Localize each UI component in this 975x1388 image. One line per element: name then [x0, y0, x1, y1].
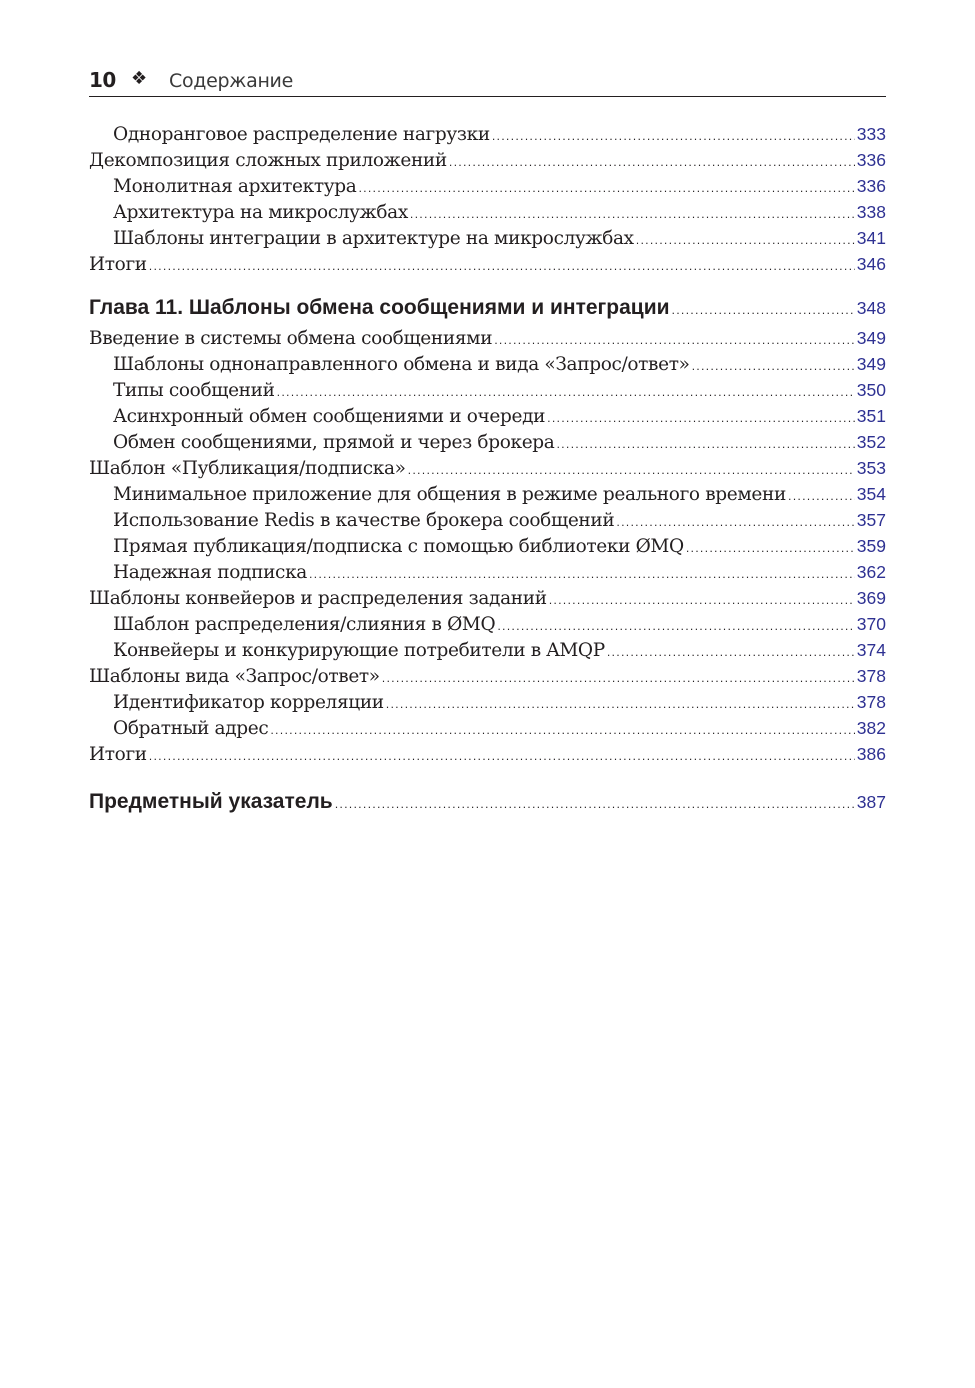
leader-dots [607, 646, 855, 659]
toc-entry-title: Шаблоны конвейеров и распределения заданий [89, 588, 547, 609]
toc-entry-page: 349 [856, 328, 886, 348]
leader-dots [547, 412, 855, 425]
toc-entry-title: Обмен сообщениями, прямой и через брокера [113, 432, 555, 453]
leader-dots [788, 490, 855, 503]
toc-entry-page: 350 [856, 380, 886, 400]
toc-entry[interactable] [89, 562, 886, 588]
toc-entry-page: 378 [856, 692, 886, 712]
toc-entry[interactable] [89, 124, 886, 150]
toc-entry-title: Идентификатор корреляции [113, 692, 384, 713]
toc-entry-title: Шаблоны интеграции в архитектуре на микрослужбах [113, 228, 634, 249]
toc-entry-title: Прямая публикация/подписка с помощью библиотеки ØMQ [113, 536, 684, 557]
leader-dots [672, 304, 855, 317]
toc-entry-title: Асинхронный обмен сообщениями и очереди [113, 406, 546, 427]
toc-entry[interactable] [89, 228, 886, 254]
toc-entry-title: Итоги [89, 744, 147, 765]
leader-dots [382, 672, 855, 685]
toc-chapter-entry[interactable] [89, 296, 886, 328]
toc-entry[interactable] [89, 176, 886, 202]
toc-entry[interactable] [89, 254, 886, 280]
chapter-page: 348 [856, 298, 886, 318]
toc-entry[interactable] [89, 718, 886, 744]
toc-entry-page: 352 [856, 432, 886, 452]
leader-dots [386, 698, 855, 711]
leader-dots [556, 438, 854, 451]
toc-entry-title: Типы сообщений [113, 380, 275, 401]
leader-dots [449, 156, 855, 169]
toc-entry-page: 370 [856, 614, 886, 634]
toc-entry-page: 341 [856, 228, 886, 248]
toc-entry-title: Введение в системы обмена сообщениями [89, 328, 493, 349]
leader-dots [497, 620, 854, 633]
toc-entry[interactable] [89, 432, 886, 458]
toc-entry-page: 336 [856, 176, 886, 196]
leader-dots [277, 386, 855, 399]
toc-entry[interactable] [89, 588, 886, 614]
toc-entry-page: 357 [856, 510, 886, 530]
leader-dots [335, 798, 855, 811]
toc-entry-page: 359 [856, 536, 886, 556]
toc-entry-title: Шаблон распределения/слияния в ØMQ [113, 614, 496, 635]
toc-entry-page: 362 [856, 562, 886, 582]
toc-entry-title: Монолитная архитектура [113, 176, 357, 197]
toc-entry-title: Использование Redis в качестве брокера сообщений [113, 510, 615, 531]
toc-entry-title: Декомпозиция сложных приложений [89, 150, 447, 171]
toc-entry[interactable] [89, 640, 886, 666]
toc-entry-page: 369 [856, 588, 886, 608]
toc-entry-title: Надежная подписка [113, 562, 307, 583]
leader-dots [358, 182, 854, 195]
page-number: 10 [89, 68, 116, 92]
toc-entry-title: Шаблоны вида «Запрос/ответ» [89, 666, 380, 687]
toc-entry-page: 346 [856, 254, 886, 274]
toc-entry-page: 374 [856, 640, 886, 660]
toc-entry[interactable] [89, 406, 886, 432]
toc-entry[interactable] [89, 354, 886, 380]
running-header-title: Содержание [169, 70, 293, 92]
toc-entry-title: Итоги [89, 254, 147, 275]
leader-dots [270, 724, 854, 737]
toc-entry[interactable] [89, 202, 886, 228]
leader-dots [692, 360, 855, 373]
toc-entry[interactable] [89, 614, 886, 640]
leader-dots [492, 130, 855, 143]
toc-entry[interactable] [89, 744, 886, 770]
index-page: 387 [856, 792, 886, 812]
toc-entry[interactable] [89, 692, 886, 718]
toc-entry-title: Шаблоны однонаправленного обмена и вида «Запрос/ответ» [113, 354, 690, 375]
leader-dots [636, 234, 855, 247]
toc-entry[interactable] [89, 536, 886, 562]
toc-entry-title: Конвейеры и конкурирующие потребители в AMQP [113, 640, 605, 661]
toc-entry[interactable] [89, 328, 886, 354]
table-of-contents [89, 124, 886, 822]
leader-dots [309, 568, 855, 581]
chapter-title: Глава 11. Шаблоны обмена сообщениями и интеграции [89, 296, 670, 319]
toc-entry-page: 386 [856, 744, 886, 764]
leader-dots [149, 750, 855, 763]
toc-entry-page: 349 [856, 354, 886, 374]
leader-dots [408, 464, 855, 477]
toc-entry-page: 382 [856, 718, 886, 738]
leader-dots [149, 260, 855, 273]
diamond-ornament-icon: ❖ [131, 68, 148, 89]
toc-entry-page: 354 [856, 484, 886, 504]
toc-entry-page: 378 [856, 666, 886, 686]
toc-entry[interactable] [89, 458, 886, 484]
toc-entry[interactable] [89, 666, 886, 692]
toc-entry-page: 336 [856, 150, 886, 170]
toc-entry[interactable] [89, 484, 886, 510]
toc-entry-title: Обратный адрес [113, 718, 269, 739]
toc-entry-page: 351 [856, 406, 886, 426]
toc-entry-title: Архитектура на микрослужбах [113, 202, 408, 223]
toc-entry-title: Минимальное приложение для общения в режиме реального времени [113, 484, 786, 505]
toc-entry[interactable] [89, 150, 886, 176]
toc-entry-page: 353 [856, 458, 886, 478]
page-header [89, 66, 886, 97]
toc-entry-title: Шаблон «Публикация/подписка» [89, 458, 406, 479]
toc-entry-page: 338 [856, 202, 886, 222]
leader-dots [549, 594, 855, 607]
leader-dots [686, 542, 855, 555]
leader-dots [616, 516, 854, 529]
leader-dots [410, 208, 855, 221]
toc-entry-title: Одноранговое распределение нагрузки [113, 124, 490, 145]
index-title: Предметный указатель [89, 790, 333, 813]
toc-entry[interactable] [89, 510, 886, 536]
toc-index-entry[interactable] [89, 790, 886, 822]
leader-dots [494, 334, 855, 347]
toc-entry[interactable] [89, 380, 886, 406]
toc-entry-page: 333 [856, 124, 886, 144]
